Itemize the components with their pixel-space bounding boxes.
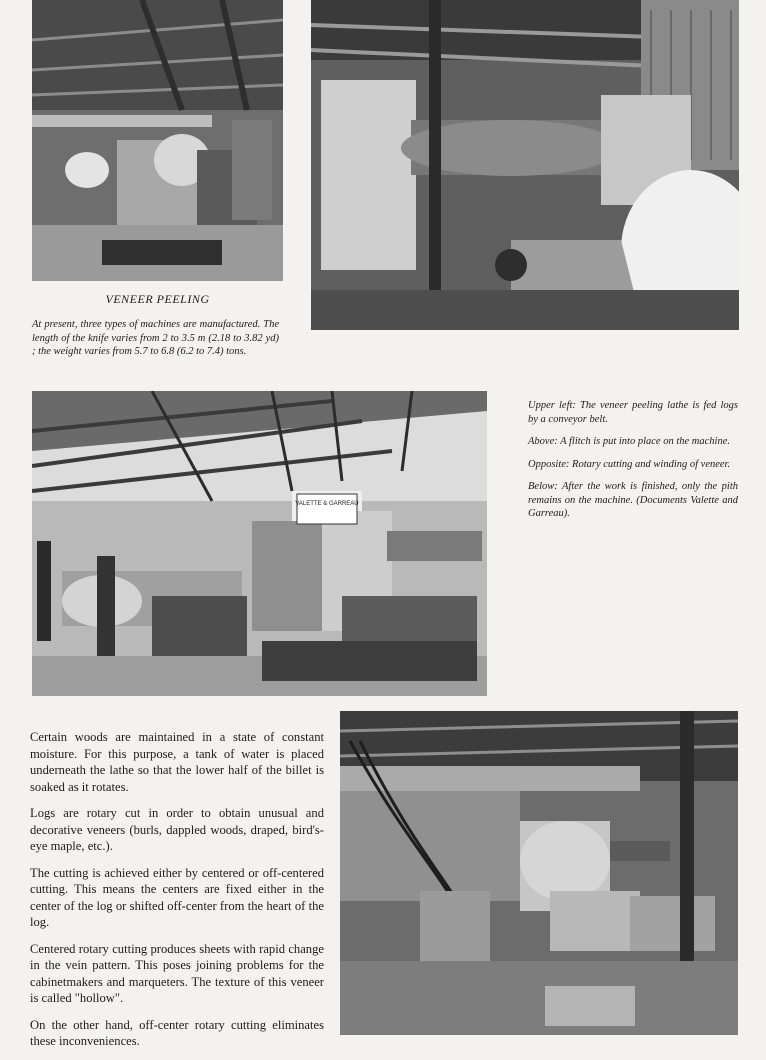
caption-above: Above: A flitch is put into place on the machine. (528, 436, 730, 447)
paragraph-centered-cutting: Centered rotary cutting produces sheets with rapid change in the vein pattern. This poses joining problems for the cabinetmakers and marqueters. The texture of this veneer is called "hollow". (30, 941, 324, 1005)
intro-caption: At present, three types of machines are manufactured. The length of the knife varies from 2 to 3.5 m (2.18 to 3.82 yd) ; the weight varies from 5.7 to 6.8 (6.2 to 7.4) tons. (32, 319, 279, 357)
caption-opposite: Opposite: Rotary cutting and winding of veneer. (528, 458, 731, 470)
photo-pith-remains (340, 711, 738, 1035)
photo-rotary-cutting (32, 391, 487, 696)
paragraph-moisture: Certain woods are maintained in a state of constant moisture. For this purpose, a tank of water is placed underneath the lathe so that the lower half of the billet is soaked as it rotates. (30, 730, 324, 794)
paragraph-off-center-cutting: On the other hand, off-center rotary cutting eliminates these inconveniences. (30, 1017, 324, 1048)
machine-sign: VALETTE & GARREAU (295, 501, 359, 507)
paragraph-decorative-veneers: Logs are rotary cut in order to obtain unusual and decorative veneers (burls, dappled woods, draped, bird's-eye maple, etc.). (30, 806, 324, 853)
photo-flitch-loading (311, 0, 739, 330)
article-body (30, 729, 324, 1060)
section-heading: VENEER PEELING (105, 292, 210, 306)
caption-below: Below: After the work is finished, only the pith remains on the machine. (Documents Valette and Garreau). (528, 481, 738, 519)
paragraph-cutting-methods: The cutting is achieved either by centered or off-centered cutting. This means the centers are fixed either in the center of the log or shifted off-center from the heart of the log. (30, 865, 324, 929)
caption-upper-left: Upper left: The veneer peeling lathe is fed logs by a conveyor belt. (528, 400, 738, 425)
photo-captions (528, 399, 738, 530)
photo-lathe-conveyor (32, 0, 283, 281)
